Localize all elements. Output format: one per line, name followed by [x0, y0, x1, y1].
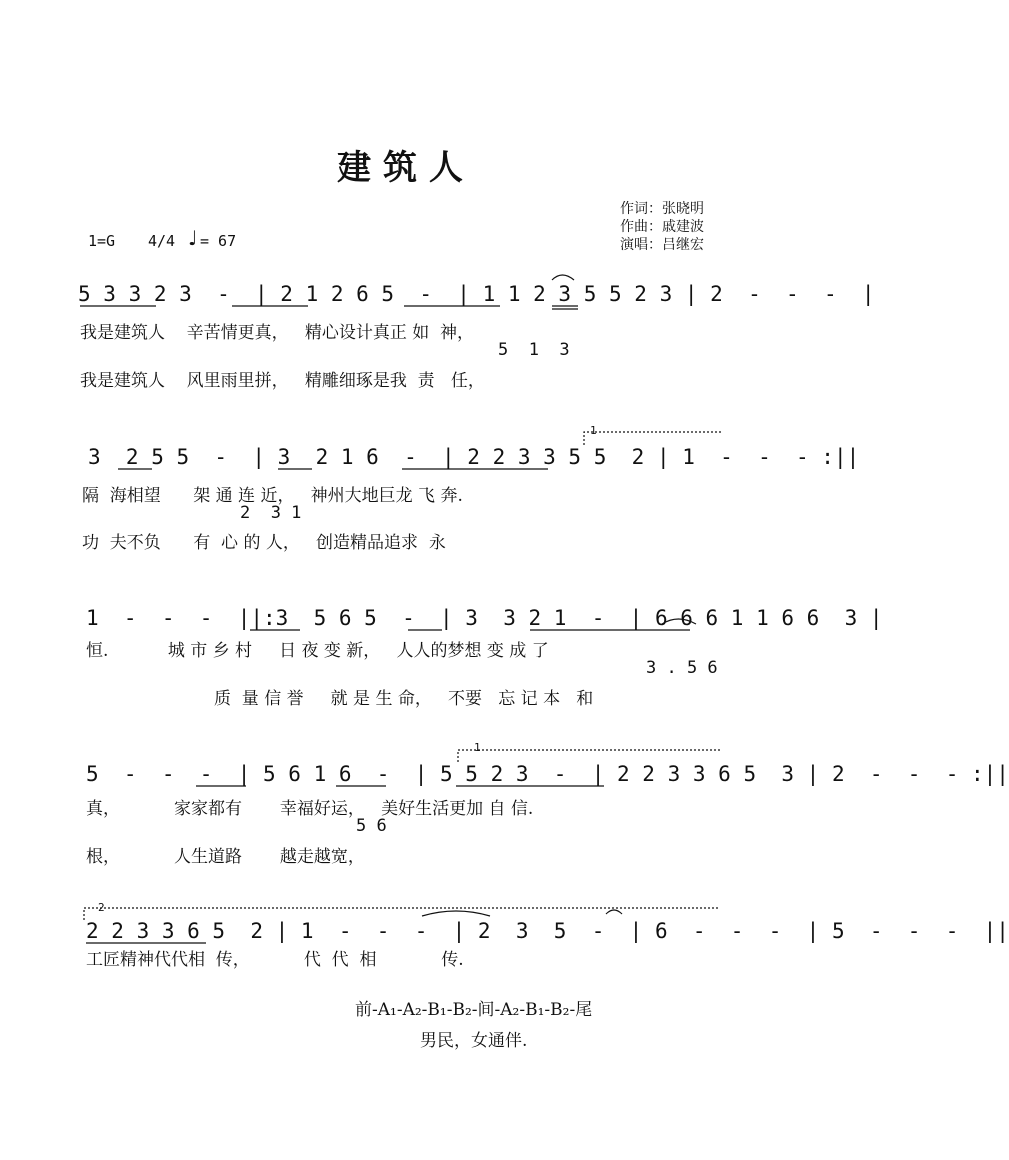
melody-line-3: 1 - - - ||:3 5 6 5 - | 3 3 2 1 - | 6 6 6 1 1 6 6 3 |	[86, 606, 883, 630]
lyricist-credit: 作词：张晓明	[620, 201, 704, 217]
volta-label-4: 1	[474, 741, 481, 754]
volta-label-2: 1	[590, 424, 597, 437]
lyric-line-4b: 根， 人生道路 越走越宽，	[86, 847, 365, 867]
lyric-line-2a: 隔 海相望 架 通 连 近， 神州大地巨龙 飞 奔.	[82, 486, 463, 506]
alt-notes-3: 3 . 5 6	[646, 658, 718, 678]
lyric-line-5: 工匠精神代代相 传， 代 代 相 传.	[86, 950, 464, 970]
performance-note: 男民，女通伴.	[420, 1031, 528, 1051]
lyric-line-2b: 功 夫不负 有 心 的 人， 创造精品追求 永	[82, 533, 446, 553]
alt-notes-2: 2 3 1	[240, 503, 302, 523]
alt-notes-4: 5 6	[356, 816, 387, 836]
alt-notes-1: 5 1 3	[498, 340, 570, 360]
quarter-note-icon: ♩	[188, 226, 198, 250]
volta-label-5: 2	[98, 901, 105, 914]
lyric-line-4a: 真， 家家都有 幸福好运， 美好生活更加 自 信.	[86, 799, 534, 819]
time-signature: 4/4	[148, 232, 176, 250]
lyric-line-3a: 恒. 城 市 乡 村 日 夜 变 新， 人人的梦想 变 成 了	[86, 641, 549, 661]
melody-line-2: 3 2 5 5 - | 3 2 1 6 - | 2 2 3 3 5 5 2 | 1 - - - :||	[88, 445, 860, 469]
singer-credit: 演唱：吕继宏	[620, 237, 704, 253]
lyric-line-1b: 我是建筑人 风里雨里拼， 精雕细琢是我 责 任，	[80, 371, 485, 391]
composer-credit: 作曲：戚建波	[620, 219, 704, 235]
lyric-line-3b: 质 量 信 誉 就 是 生 命， 不要 忘 记 本 和	[214, 689, 594, 709]
volta-bracket-5	[84, 908, 720, 920]
volta-bracket-2	[584, 432, 722, 445]
lyric-line-1a: 我是建筑人 辛苦情更真， 精心设计真正 如 神，	[80, 323, 475, 343]
melody-line-5: 2 2 3 3 6 5 2 | 1 - - - | 2 3 5 - | 6 - - - | 5 - - - ||	[86, 919, 1009, 943]
melody-line-4: 5 - - - | 5 6 1 6 - | 5 5 2 3 - | 2 2 3 3 6 5 3 | 2 - - - :||	[86, 762, 1009, 786]
melody-line-1: 5 3 3 2 3 - | 2 1 2 6 5 - | 1 1 2 3 5 5 2 3 | 2 - - - |	[78, 282, 875, 306]
song-structure: 前-A₁-A₂-B₁-B₂-间-A₂-B₁-B₂-尾	[355, 1000, 593, 1020]
tempo-marking: = 67	[200, 232, 237, 250]
slur-3	[662, 619, 696, 624]
slur-1	[552, 275, 574, 280]
song-title: 建 筑 人	[337, 148, 463, 188]
slur-5	[422, 911, 490, 916]
volta-bracket-4	[458, 750, 720, 762]
key-signature: 1=G	[88, 232, 116, 250]
fermata-arc	[606, 910, 622, 914]
